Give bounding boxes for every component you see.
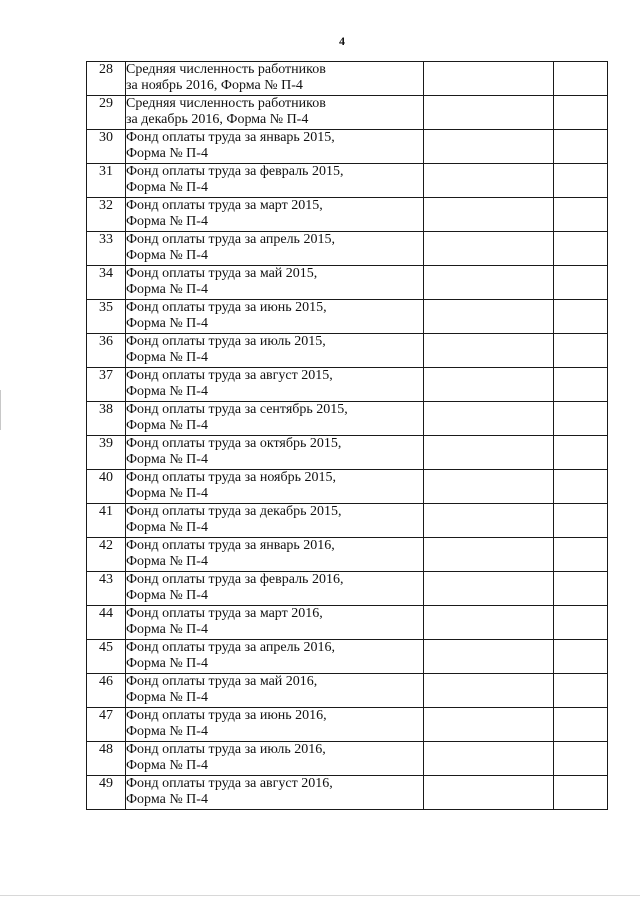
row-number: 48 <box>87 742 126 776</box>
row-description <box>126 572 424 606</box>
description-line2: Форма № П-4 <box>126 792 208 807</box>
description-line2: Форма № П-4 <box>126 146 208 161</box>
description-line1: Фонд оплаты труда за февраль 2016, <box>126 572 344 587</box>
description-line1: Фонд оплаты труда за май 2016, <box>126 674 318 689</box>
row-number: 41 <box>87 504 126 538</box>
description-line2: Форма № П-4 <box>126 758 208 773</box>
description-line1: Фонд оплаты труда за август 2016, <box>126 776 333 791</box>
row-number: 30 <box>87 130 126 164</box>
description-line2: Форма № П-4 <box>126 384 208 399</box>
description-line1: Фонд оплаты труда за сентябрь 2015, <box>126 402 348 417</box>
description-line2: Форма № П-4 <box>126 316 208 331</box>
value-cell <box>424 470 554 504</box>
value-cell <box>424 164 554 198</box>
scan-edge-mark <box>0 390 1 430</box>
extra-cell <box>554 130 608 164</box>
row-number: 40 <box>87 470 126 504</box>
value-cell <box>424 538 554 572</box>
row-description <box>126 334 424 368</box>
description-line1: Средняя численность работников <box>126 96 326 111</box>
description-line2: за декабрь 2016, Форма № П-4 <box>126 112 309 127</box>
row-number: 46 <box>87 674 126 708</box>
table-row <box>87 470 608 504</box>
description-line2: Форма № П-4 <box>126 724 208 739</box>
extra-cell <box>554 504 608 538</box>
table-row <box>87 164 608 198</box>
description-line2: Форма № П-4 <box>126 656 208 671</box>
table-row <box>87 198 608 232</box>
value-cell <box>424 232 554 266</box>
description-line1: Фонд оплаты труда за апрель 2016, <box>126 640 335 655</box>
table-row <box>87 504 608 538</box>
row-description <box>126 62 424 96</box>
value-cell <box>424 572 554 606</box>
description-line1: Фонд оплаты труда за январь 2016, <box>126 538 335 553</box>
table-row <box>87 436 608 470</box>
description-line1: Фонд оплаты труда за июль 2016, <box>126 742 326 757</box>
description-line1: Фонд оплаты труда за август 2015, <box>126 368 333 383</box>
row-description <box>126 776 424 810</box>
extra-cell <box>554 708 608 742</box>
row-number: 36 <box>87 334 126 368</box>
description-line2: Форма № П-4 <box>126 350 208 365</box>
table-row <box>87 368 608 402</box>
form-table <box>86 61 608 810</box>
extra-cell <box>554 470 608 504</box>
value-cell <box>424 776 554 810</box>
row-description <box>126 96 424 130</box>
extra-cell <box>554 606 608 640</box>
row-description <box>126 402 424 436</box>
row-number: 28 <box>87 62 126 96</box>
value-cell <box>424 504 554 538</box>
table-body <box>87 62 608 810</box>
extra-cell <box>554 62 608 96</box>
description-line1: Фонд оплаты труда за июнь 2015, <box>126 300 327 315</box>
description-line2: Форма № П-4 <box>126 452 208 467</box>
extra-cell <box>554 96 608 130</box>
extra-cell <box>554 538 608 572</box>
row-description <box>126 640 424 674</box>
description-line2: Форма № П-4 <box>126 588 208 603</box>
value-cell <box>424 674 554 708</box>
description-line2: Форма № П-4 <box>126 622 208 637</box>
row-number: 43 <box>87 572 126 606</box>
row-description <box>126 266 424 300</box>
row-description <box>126 504 424 538</box>
value-cell <box>424 300 554 334</box>
row-number: 33 <box>87 232 126 266</box>
row-description <box>126 606 424 640</box>
description-line1: Фонд оплаты труда за январь 2015, <box>126 130 335 145</box>
row-number: 34 <box>87 266 126 300</box>
extra-cell <box>554 402 608 436</box>
description-line1: Фонд оплаты труда за ноябрь 2015, <box>126 470 337 485</box>
extra-cell <box>554 640 608 674</box>
extra-cell <box>554 198 608 232</box>
row-number: 45 <box>87 640 126 674</box>
row-description <box>126 232 424 266</box>
row-description <box>126 674 424 708</box>
row-number: 37 <box>87 368 126 402</box>
description-line2: Форма № П-4 <box>126 690 208 705</box>
description-line2: Форма № П-4 <box>126 418 208 433</box>
table-row <box>87 538 608 572</box>
description-line1: Фонд оплаты труда за апрель 2015, <box>126 232 335 247</box>
value-cell <box>424 62 554 96</box>
extra-cell <box>554 368 608 402</box>
value-cell <box>424 606 554 640</box>
extra-cell <box>554 266 608 300</box>
row-number: 44 <box>87 606 126 640</box>
table-row <box>87 606 608 640</box>
table-row <box>87 334 608 368</box>
table-row <box>87 708 608 742</box>
description-line1: Фонд оплаты труда за март 2015, <box>126 198 323 213</box>
value-cell <box>424 640 554 674</box>
row-description <box>126 538 424 572</box>
description-line2: Форма № П-4 <box>126 486 208 501</box>
row-number: 29 <box>87 96 126 130</box>
value-cell <box>424 742 554 776</box>
value-cell <box>424 334 554 368</box>
row-number: 49 <box>87 776 126 810</box>
row-number: 38 <box>87 402 126 436</box>
description-line1: Фонд оплаты труда за май 2015, <box>126 266 318 281</box>
row-description <box>126 164 424 198</box>
value-cell <box>424 368 554 402</box>
description-line2: Форма № П-4 <box>126 214 208 229</box>
description-line2: Форма № П-4 <box>126 282 208 297</box>
extra-cell <box>554 334 608 368</box>
scan-edge-bottom <box>0 895 640 896</box>
description-line2: Форма № П-4 <box>126 248 208 263</box>
value-cell <box>424 402 554 436</box>
value-cell <box>424 96 554 130</box>
description-line1: Фонд оплаты труда за октябрь 2015, <box>126 436 342 451</box>
description-line2: Форма № П-4 <box>126 520 208 535</box>
description-line1: Фонд оплаты труда за июль 2015, <box>126 334 326 349</box>
table-row <box>87 572 608 606</box>
value-cell <box>424 198 554 232</box>
table-row <box>87 300 608 334</box>
row-description <box>126 300 424 334</box>
row-number: 35 <box>87 300 126 334</box>
page-number: 4 <box>339 34 345 48</box>
table-row <box>87 62 608 96</box>
row-description <box>126 436 424 470</box>
row-description <box>126 368 424 402</box>
description-line1: Фонд оплаты труда за февраль 2015, <box>126 164 344 179</box>
table-row <box>87 96 608 130</box>
description-line1: Средняя численность работников <box>126 62 326 77</box>
extra-cell <box>554 572 608 606</box>
table-row <box>87 232 608 266</box>
extra-cell <box>554 164 608 198</box>
value-cell <box>424 130 554 164</box>
row-description <box>126 708 424 742</box>
row-description <box>126 742 424 776</box>
row-number: 42 <box>87 538 126 572</box>
value-cell <box>424 436 554 470</box>
table-row <box>87 266 608 300</box>
table-row <box>87 674 608 708</box>
description-line2: за ноябрь 2016, Форма № П-4 <box>126 78 303 93</box>
extra-cell <box>554 674 608 708</box>
row-description <box>126 470 424 504</box>
table-row <box>87 130 608 164</box>
value-cell <box>424 708 554 742</box>
description-line1: Фонд оплаты труда за март 2016, <box>126 606 323 621</box>
extra-cell <box>554 742 608 776</box>
row-number: 47 <box>87 708 126 742</box>
table-row <box>87 402 608 436</box>
extra-cell <box>554 436 608 470</box>
row-description <box>126 198 424 232</box>
extra-cell <box>554 776 608 810</box>
description-line2: Форма № П-4 <box>126 180 208 195</box>
extra-cell <box>554 232 608 266</box>
table-row <box>87 742 608 776</box>
description-line2: Форма № П-4 <box>126 554 208 569</box>
table-row <box>87 776 608 810</box>
table-row <box>87 640 608 674</box>
description-line1: Фонд оплаты труда за июнь 2016, <box>126 708 327 723</box>
description-line1: Фонд оплаты труда за декабрь 2015, <box>126 504 342 519</box>
row-description <box>126 130 424 164</box>
row-number: 32 <box>87 198 126 232</box>
row-number: 39 <box>87 436 126 470</box>
value-cell <box>424 266 554 300</box>
row-number: 31 <box>87 164 126 198</box>
extra-cell <box>554 300 608 334</box>
